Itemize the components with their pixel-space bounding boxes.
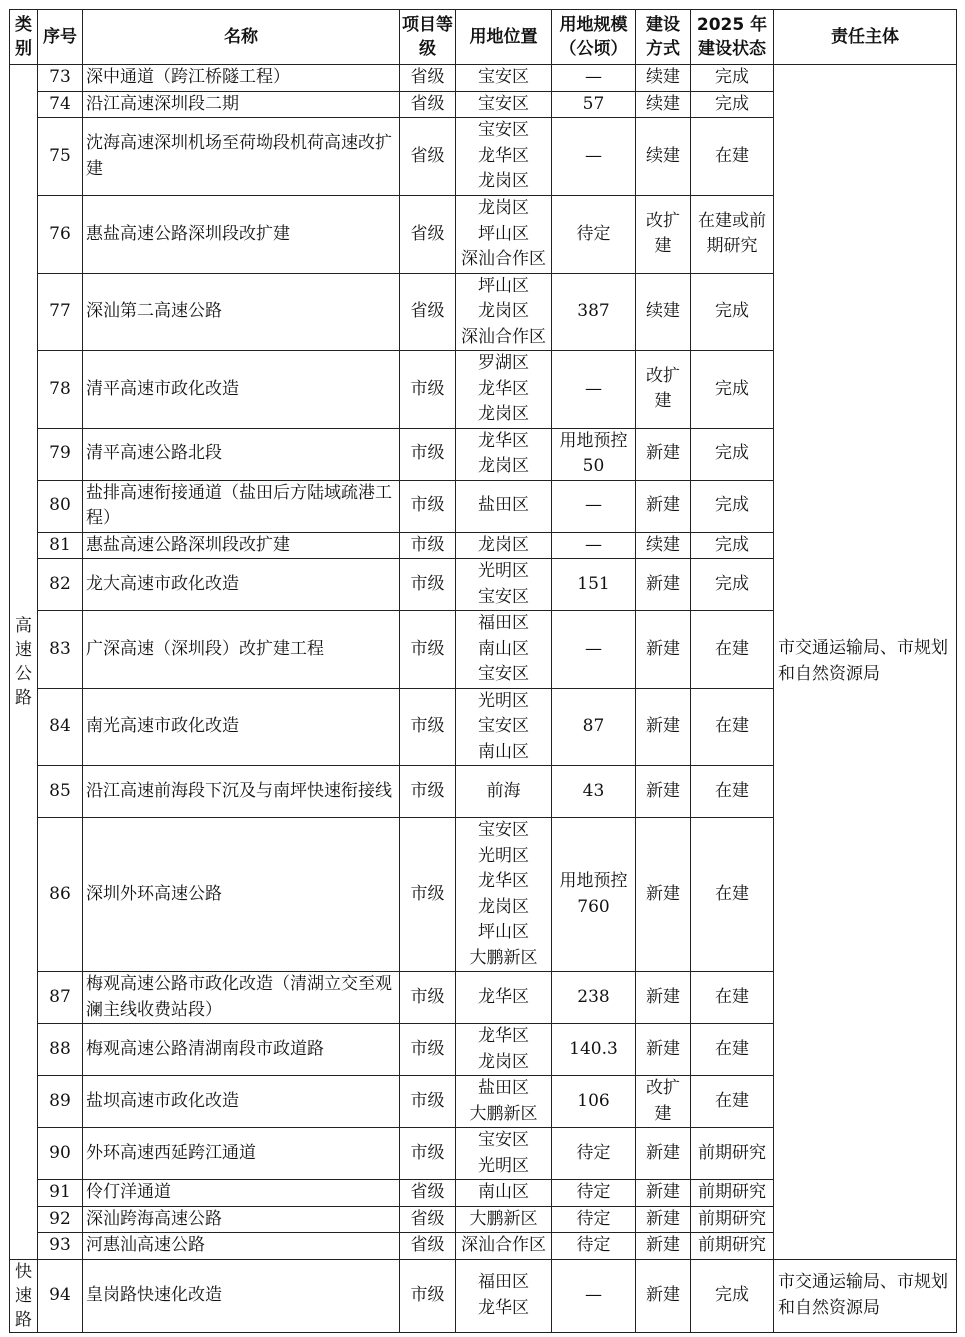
location-line: 南山区 <box>478 741 529 762</box>
location-cell <box>456 196 552 274</box>
scale-cell <box>552 65 636 92</box>
scale-line: 43 <box>582 780 605 801</box>
index-cell: 80 <box>38 480 83 532</box>
category-char: 公 <box>15 663 32 684</box>
mode-cell: 新建 <box>636 1259 691 1332</box>
name-cell: 皇岗路快速化改造 <box>83 1259 400 1332</box>
mode-cell: 新建 <box>636 428 691 480</box>
location-line: 光明区 <box>478 1155 529 1176</box>
level-cell: 省级 <box>400 65 456 92</box>
mode-cell: 新建 <box>636 1233 691 1260</box>
index-cell: 90 <box>38 1128 83 1180</box>
mode-cell: 新建 <box>636 766 691 818</box>
scale-cell <box>552 1259 636 1332</box>
header-mode: 建设方式 <box>636 10 691 65</box>
mode-cell: 新建 <box>636 1180 691 1207</box>
scale-line: 用地预控 <box>559 430 628 451</box>
scale-line: 待定 <box>576 1182 611 1202</box>
name-cell: 深圳外环高速公路 <box>83 818 400 972</box>
name-cell: 沈海高速深圳机场至荷坳段机荷高速改扩建 <box>83 118 400 196</box>
name-cell: 深中通道（跨江桥隧工程） <box>83 65 400 92</box>
scale-cell <box>552 1076 636 1128</box>
index-cell: 76 <box>38 196 83 274</box>
level-cell: 省级 <box>400 118 456 196</box>
location-line: 坪山区 <box>478 275 529 296</box>
index-cell: 74 <box>38 91 83 118</box>
mode-cell: 新建 <box>636 480 691 532</box>
scale-cell <box>552 480 636 532</box>
location-cell <box>456 480 552 532</box>
header-index: 序号 <box>38 10 83 65</box>
location-line: 龙岗区 <box>478 896 529 917</box>
scale-cell <box>552 196 636 274</box>
level-cell: 市级 <box>400 1076 456 1128</box>
status-cell: 完成 <box>691 65 774 92</box>
scale-cell <box>552 766 636 818</box>
header-owner: 责任主体 <box>774 10 957 65</box>
location-line: 宝安区 <box>478 120 529 141</box>
project-table <box>9 9 957 1333</box>
status-cell: 在建 <box>691 972 774 1024</box>
status-cell: 在建 <box>691 688 774 766</box>
scale-line: — <box>585 67 602 87</box>
level-cell: 市级 <box>400 972 456 1024</box>
location-line: 龙华区 <box>478 871 529 891</box>
scale-cell <box>552 1180 636 1207</box>
status-cell: 在建 <box>691 1024 774 1076</box>
scale-line: 106 <box>577 1090 610 1111</box>
name-cell: 南光高速市政化改造 <box>83 688 400 766</box>
name-cell: 惠盐高速公路深圳段改扩建 <box>83 196 400 274</box>
scale-line: — <box>585 534 602 555</box>
name-cell: 盐排高速衔接通道（盐田后方陆域疏港工程） <box>83 480 400 532</box>
index-cell: 87 <box>38 972 83 1024</box>
location-cell <box>456 65 552 92</box>
location-line: 龙华区 <box>478 1026 529 1046</box>
table-header-row <box>10 10 957 65</box>
name-cell: 深汕第二高速公路 <box>83 273 400 351</box>
location-cell <box>456 972 552 1024</box>
location-cell <box>456 118 552 196</box>
index-cell: 89 <box>38 1076 83 1128</box>
location-cell <box>456 611 552 689</box>
location-line: 龙岗区 <box>478 171 529 192</box>
scale-line: — <box>585 378 602 399</box>
index-cell: 78 <box>38 351 83 429</box>
location-line: 宝安区 <box>478 820 529 840</box>
name-cell: 清平高速市政化改造 <box>83 351 400 429</box>
level-cell: 市级 <box>400 1259 456 1332</box>
mode-cell: 新建 <box>636 688 691 766</box>
level-cell: 市级 <box>400 559 456 611</box>
table-row <box>10 65 957 92</box>
scale-line: 待定 <box>576 1235 611 1255</box>
header-category: 类别 <box>10 10 38 65</box>
index-cell: 88 <box>38 1024 83 1076</box>
scale-line: 760 <box>577 896 610 917</box>
header-status: 2025 年建设状态 <box>691 10 774 65</box>
location-line: 福田区 <box>478 613 529 633</box>
location-line: 龙岗区 <box>478 301 529 321</box>
location-line: 光明区 <box>478 561 529 581</box>
location-cell <box>456 1180 552 1207</box>
scale-line: 238 <box>577 986 610 1007</box>
scale-cell <box>552 351 636 429</box>
location-cell <box>456 559 552 611</box>
location-cell <box>456 1024 552 1076</box>
mode-cell: 新建 <box>636 818 691 972</box>
level-cell: 省级 <box>400 91 456 118</box>
location-cell <box>456 532 552 559</box>
location-cell <box>456 273 552 351</box>
index-cell: 79 <box>38 428 83 480</box>
mode-cell: 改扩建 <box>636 196 691 274</box>
location-line: 龙华区 <box>478 986 529 1007</box>
status-cell: 在建 <box>691 611 774 689</box>
location-line: 龙华区 <box>478 145 529 166</box>
location-line: 光明区 <box>478 845 529 866</box>
category-cell <box>10 65 38 1260</box>
level-cell: 省级 <box>400 1206 456 1233</box>
name-cell: 河惠汕高速公路 <box>83 1233 400 1260</box>
table-body <box>10 65 957 1333</box>
mode-cell: 续建 <box>636 532 691 559</box>
index-cell: 75 <box>38 118 83 196</box>
location-line: 宝安区 <box>478 716 529 736</box>
category-char: 速 <box>15 1285 32 1306</box>
mode-cell: 续建 <box>636 65 691 92</box>
location-line: 深汕合作区 <box>461 326 546 347</box>
name-cell: 清平高速公路北段 <box>83 428 400 480</box>
scale-cell <box>552 273 636 351</box>
category-char: 速 <box>15 639 32 660</box>
scale-line: 待定 <box>576 223 611 244</box>
status-cell: 前期研究 <box>691 1180 774 1207</box>
location-line: 盐田区 <box>478 1078 529 1098</box>
status-cell: 完成 <box>691 273 774 351</box>
scale-line: — <box>585 495 602 516</box>
scale-line: — <box>585 145 602 166</box>
level-cell: 市级 <box>400 480 456 532</box>
mode-cell: 新建 <box>636 1128 691 1180</box>
status-cell: 完成 <box>691 559 774 611</box>
mode-cell: 续建 <box>636 118 691 196</box>
level-cell: 省级 <box>400 273 456 351</box>
mode-cell: 续建 <box>636 273 691 351</box>
location-line: 大鹏新区 <box>469 1103 538 1124</box>
location-line: 宝安区 <box>478 67 529 87</box>
level-cell: 市级 <box>400 428 456 480</box>
scale-cell <box>552 611 636 689</box>
scale-cell <box>552 688 636 766</box>
owner-cell: 市交通运输局、市规划和自然资源局 <box>774 65 957 1260</box>
index-cell: 81 <box>38 532 83 559</box>
header-location: 用地位置 <box>456 10 552 65</box>
status-cell: 在建 <box>691 118 774 196</box>
location-line: 龙岗区 <box>478 534 529 555</box>
scale-line: 待定 <box>576 1142 611 1163</box>
location-cell <box>456 1206 552 1233</box>
level-cell: 市级 <box>400 766 456 818</box>
location-line: 前海 <box>486 780 521 801</box>
level-cell: 市级 <box>400 688 456 766</box>
mode-cell: 续建 <box>636 91 691 118</box>
location-cell <box>456 91 552 118</box>
location-cell <box>456 351 552 429</box>
location-line: 宝安区 <box>478 1130 529 1150</box>
category-char: 快 <box>15 1261 32 1282</box>
index-cell: 93 <box>38 1233 83 1260</box>
status-cell: 在建或前期研究 <box>691 196 774 274</box>
name-cell: 龙大高速市政化改造 <box>83 559 400 611</box>
level-cell: 省级 <box>400 196 456 274</box>
mode-cell: 改扩建 <box>636 351 691 429</box>
status-cell: 完成 <box>691 532 774 559</box>
owner-cell: 市交通运输局、市规划和自然资源局 <box>774 1259 957 1332</box>
scale-cell <box>552 972 636 1024</box>
name-cell: 伶仃洋通道 <box>83 1180 400 1207</box>
level-cell: 市级 <box>400 1128 456 1180</box>
header-name: 名称 <box>83 10 400 65</box>
index-cell: 86 <box>38 818 83 972</box>
name-cell: 梅观高速公路清湖南段市政道路 <box>83 1024 400 1076</box>
name-cell: 盐坝高速市政化改造 <box>83 1076 400 1128</box>
location-cell <box>456 1076 552 1128</box>
location-line: 宝安区 <box>478 93 529 114</box>
name-cell: 沿江高速前海段下沉及与南坪快速衔接线 <box>83 766 400 818</box>
name-cell: 沿江高速深圳段二期 <box>83 91 400 118</box>
category-char: 路 <box>15 687 32 708</box>
status-cell: 前期研究 <box>691 1206 774 1233</box>
scale-cell <box>552 1206 636 1233</box>
category-char: 高 <box>15 615 32 636</box>
scale-line: 用地预控 <box>559 871 628 891</box>
scale-cell <box>552 818 636 972</box>
location-line: 宝安区 <box>478 664 529 684</box>
scale-cell <box>552 118 636 196</box>
index-cell: 77 <box>38 273 83 351</box>
level-cell: 市级 <box>400 532 456 559</box>
scale-cell <box>552 1233 636 1260</box>
table-row <box>10 1259 957 1332</box>
index-cell: 82 <box>38 559 83 611</box>
scale-line: 50 <box>582 456 605 476</box>
status-cell: 完成 <box>691 480 774 532</box>
location-line: 龙岗区 <box>478 456 529 476</box>
level-cell: 市级 <box>400 351 456 429</box>
mode-cell: 新建 <box>636 559 691 611</box>
scale-cell <box>552 428 636 480</box>
location-cell <box>456 766 552 818</box>
location-cell <box>456 428 552 480</box>
category-cell <box>10 1259 38 1332</box>
index-cell: 73 <box>38 65 83 92</box>
status-cell: 前期研究 <box>691 1233 774 1260</box>
location-line: 坪山区 <box>478 922 529 942</box>
location-line: 龙华区 <box>478 378 529 399</box>
location-line: 龙华区 <box>478 1297 529 1318</box>
level-cell: 市级 <box>400 818 456 972</box>
location-cell <box>456 1128 552 1180</box>
location-line: 龙岗区 <box>478 198 529 218</box>
name-cell: 梅观高速公路市政化改造（清湖立交至观澜主线收费站段） <box>83 972 400 1024</box>
location-line: 坪山区 <box>478 223 529 244</box>
index-cell: 91 <box>38 1180 83 1207</box>
location-line: 深汕合作区 <box>461 1235 546 1255</box>
location-line: 南山区 <box>478 1182 529 1202</box>
location-line: 大鹏新区 <box>469 947 538 968</box>
location-cell <box>456 1259 552 1332</box>
scale-line: 87 <box>582 716 605 736</box>
name-cell: 外环高速西延跨江通道 <box>83 1128 400 1180</box>
status-cell: 前期研究 <box>691 1128 774 1180</box>
scale-line: 待定 <box>576 1208 611 1229</box>
location-line: 深汕合作区 <box>461 249 546 269</box>
scale-cell <box>552 1024 636 1076</box>
header-level: 项目等级 <box>400 10 456 65</box>
location-cell <box>456 818 552 972</box>
level-cell: 市级 <box>400 611 456 689</box>
index-cell: 92 <box>38 1206 83 1233</box>
index-cell: 83 <box>38 611 83 689</box>
scale-line: 387 <box>577 301 610 321</box>
scale-line: 151 <box>577 573 610 594</box>
status-cell: 在建 <box>691 1076 774 1128</box>
scale-cell <box>552 1128 636 1180</box>
scale-cell <box>552 91 636 118</box>
mode-cell: 改扩建 <box>636 1076 691 1128</box>
location-line: 龙岗区 <box>478 404 529 424</box>
name-cell: 深汕跨海高速公路 <box>83 1206 400 1233</box>
location-line: 福田区 <box>478 1272 529 1292</box>
name-cell: 广深高速（深圳段）改扩建工程 <box>83 611 400 689</box>
level-cell: 省级 <box>400 1180 456 1207</box>
index-cell: 85 <box>38 766 83 818</box>
mode-cell: 新建 <box>636 1024 691 1076</box>
mode-cell: 新建 <box>636 1206 691 1233</box>
header-scale: 用地规模（公顷） <box>552 10 636 65</box>
status-cell: 在建 <box>691 818 774 972</box>
location-line: 龙华区 <box>478 430 529 451</box>
index-cell: 94 <box>38 1259 83 1332</box>
location-line: 龙岗区 <box>478 1051 529 1072</box>
scale-line: 57 <box>582 93 605 114</box>
scale-line: — <box>585 638 602 659</box>
status-cell: 在建 <box>691 766 774 818</box>
mode-cell: 新建 <box>636 972 691 1024</box>
status-cell: 完成 <box>691 1259 774 1332</box>
name-cell: 惠盐高速公路深圳段改扩建 <box>83 532 400 559</box>
level-cell: 市级 <box>400 1024 456 1076</box>
mode-cell: 新建 <box>636 611 691 689</box>
location-line: 罗湖区 <box>478 353 529 373</box>
location-line: 盐田区 <box>478 495 529 516</box>
scale-line: 140.3 <box>569 1038 618 1059</box>
level-cell: 省级 <box>400 1233 456 1260</box>
category-char: 路 <box>15 1309 32 1330</box>
status-cell: 完成 <box>691 91 774 118</box>
location-line: 南山区 <box>478 638 529 659</box>
location-cell <box>456 1233 552 1260</box>
scale-line: — <box>585 1284 602 1305</box>
scale-cell <box>552 532 636 559</box>
scale-cell <box>552 559 636 611</box>
index-cell: 84 <box>38 688 83 766</box>
location-line: 大鹏新区 <box>469 1208 538 1229</box>
location-line: 光明区 <box>478 690 529 711</box>
location-cell <box>456 688 552 766</box>
status-cell: 完成 <box>691 351 774 429</box>
status-cell: 完成 <box>691 428 774 480</box>
location-line: 宝安区 <box>478 586 529 607</box>
